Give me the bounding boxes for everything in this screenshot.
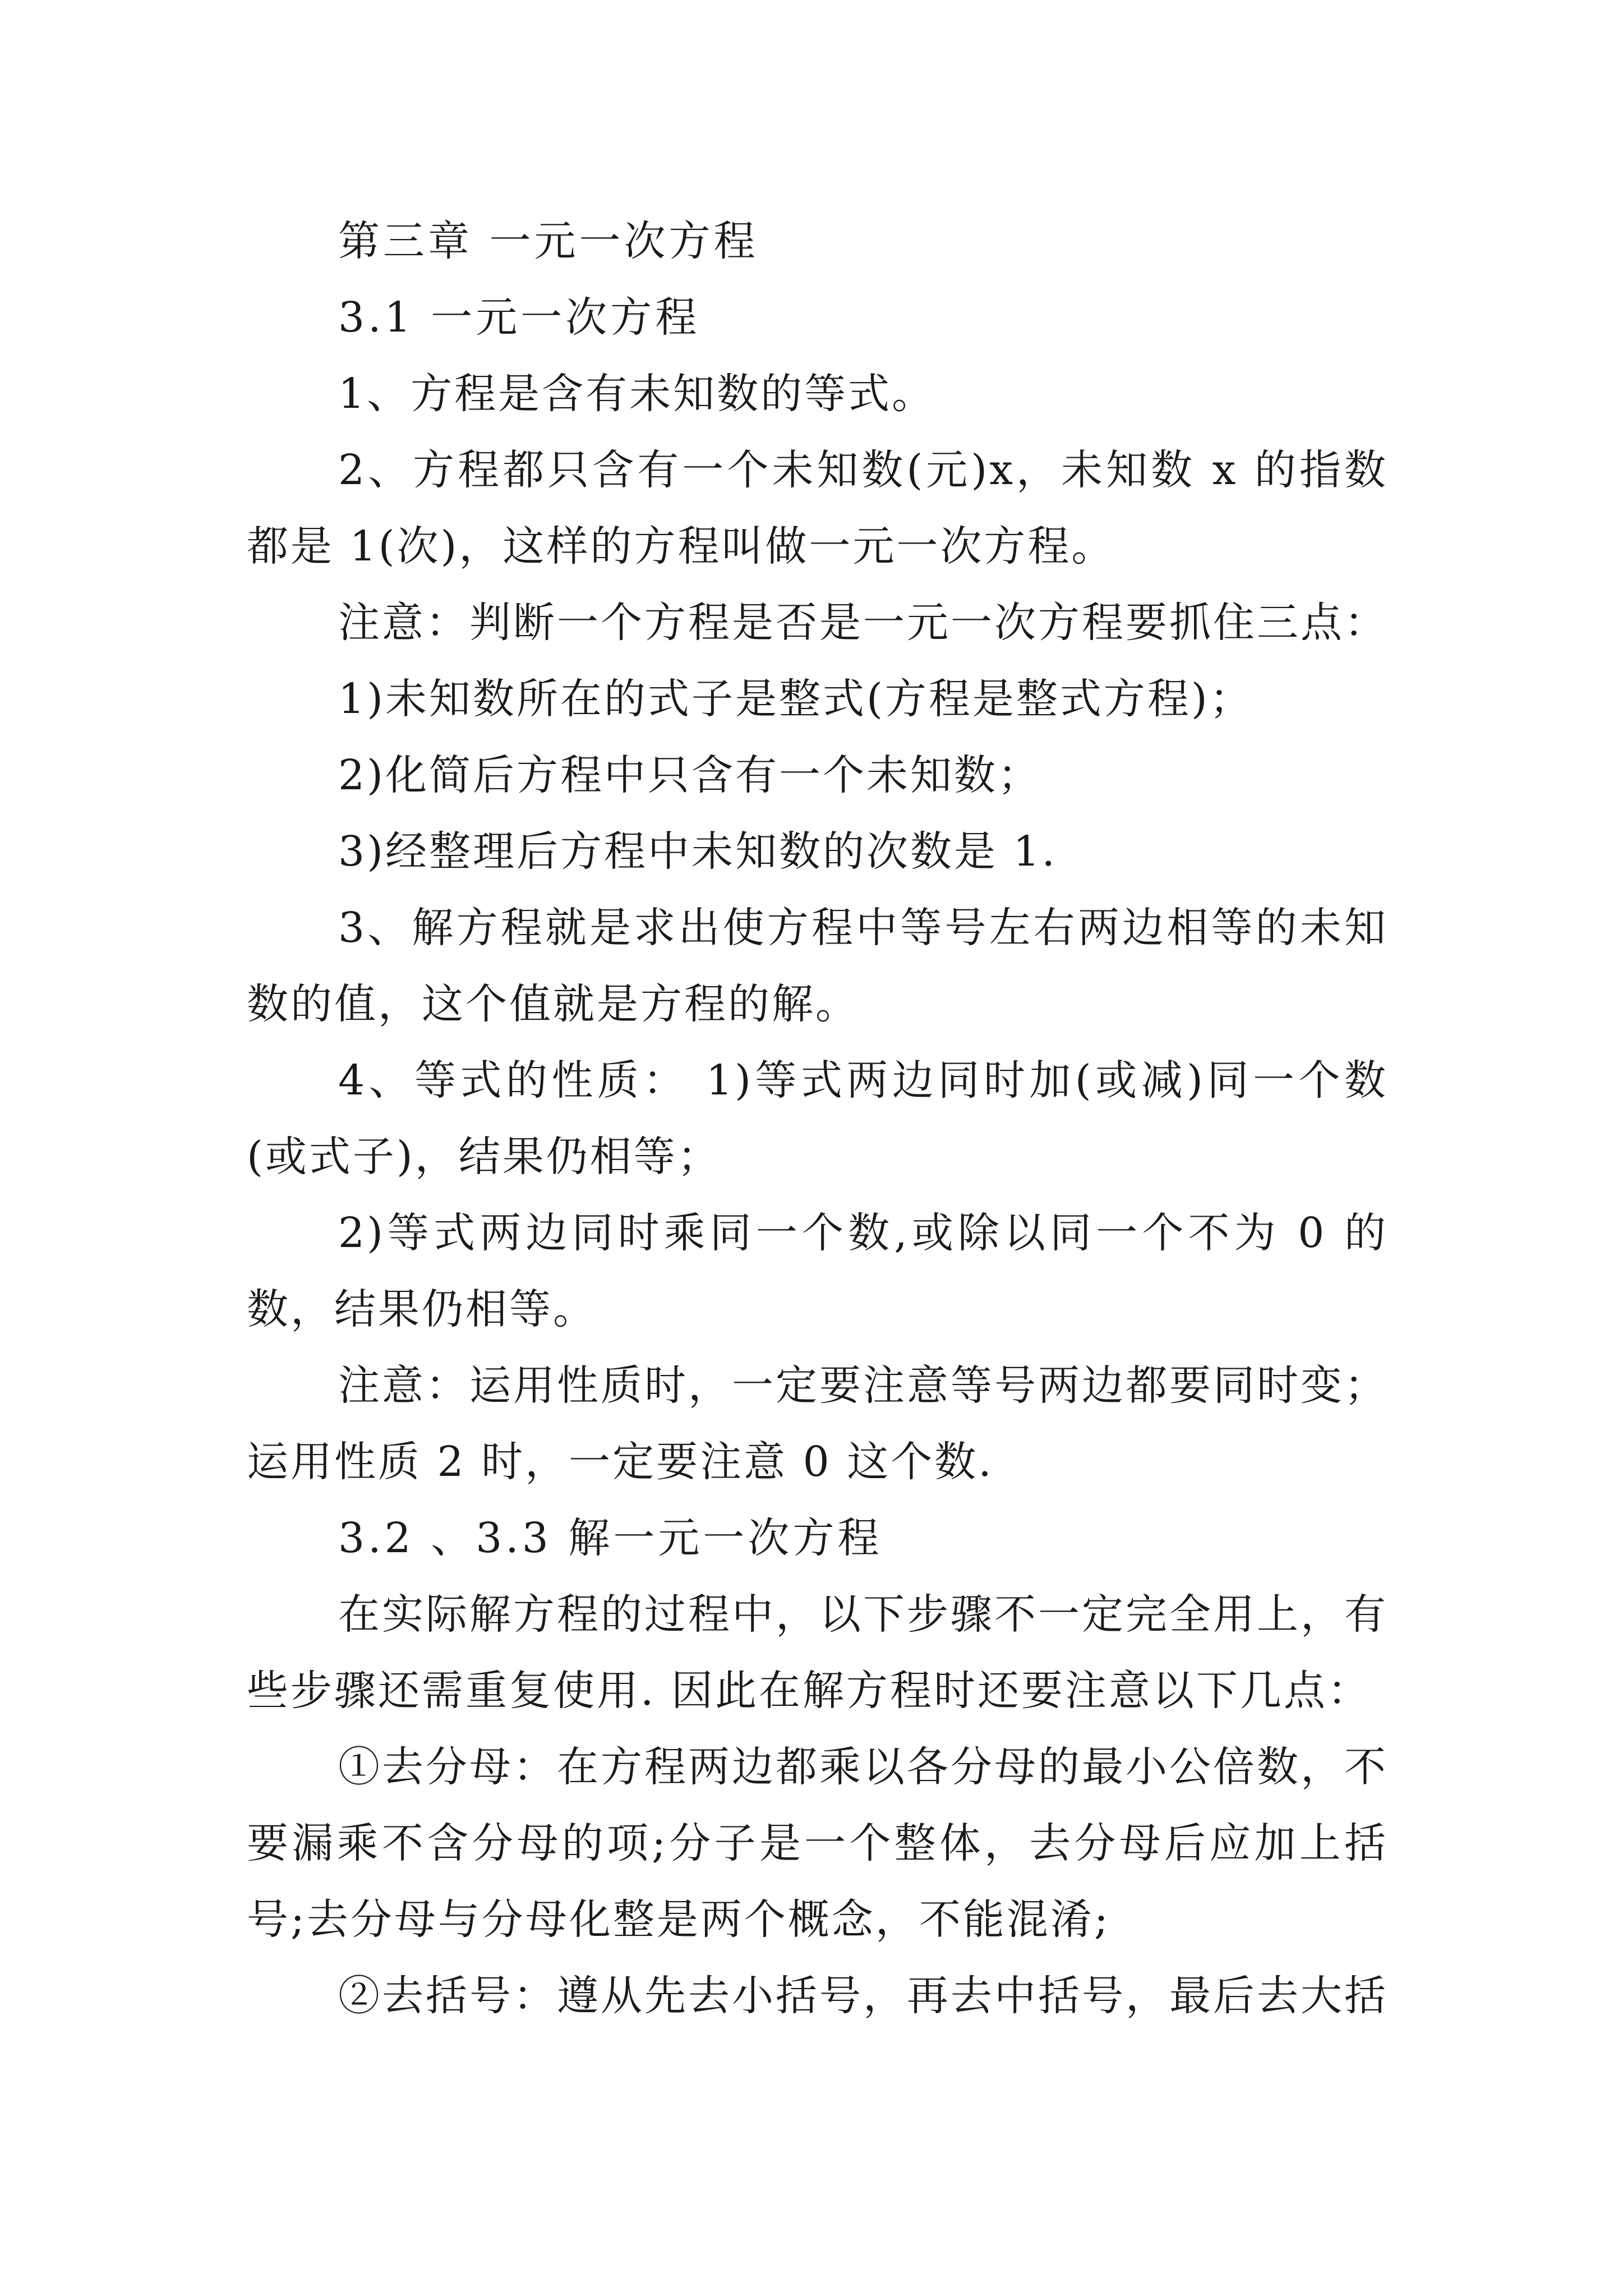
section-heading-3-2-3-3: 3.2 、3.3 解一元一次方程 (338, 1514, 883, 1562)
section-heading-3-1: 3.1 一元一次方程 (338, 293, 700, 342)
note-property-usage: 注意：运用性质时，一定要注意等号两边都要同时变；运用性质 2 时，一定要注意 0 这个数. (247, 1361, 1388, 1486)
step-remove-brackets: ②去括号：遵从先去小括号，再去中括号，最后去大括 (338, 1972, 1388, 2020)
paragraph-solution: 3、解方程就是求出使方程中等号左右两边相等的未知数的值，这个值就是方程的解。 (247, 904, 1388, 1028)
note-point-2: 2)化简后方程中只含有一个未知数； (338, 751, 1041, 799)
step-remove-denominator: ①去分母：在方程两边都乘以各分母的最小公倍数，不要漏乘不含分母的项;分子是一个整体，去分母后应加上括号;去分母与分母化整是两个概念，不能混淆; (247, 1743, 1388, 1944)
chapter-title: 第三章 一元一次方程 (338, 217, 759, 265)
document-body (247, 203, 1388, 2034)
paragraph-equality-property-1: 4、等式的性质： 1)等式两边同时加(或减)同一个数(或式子)，结果仍相等； (247, 1056, 1388, 1181)
note-point-1: 1)未知数所在的式子是整式(方程是整式方程)； (338, 675, 1253, 723)
paragraph-solving-notes: 在实际解方程的过程中，以下步骤不一定完全用上，有些步骤还需重复使用. 因此在解方程时还要注意以下几点： (247, 1590, 1388, 1715)
note-three-points: 注意：判断一个方程是否是一元一次方程要抓住三点： (338, 599, 1388, 647)
paragraph-definition-equation: 1、方程是含有未知数的等式。 (338, 370, 936, 418)
paragraph-definition-linear-equation: 2、方程都只含有一个未知数(元)x，未知数 x 的指数都是 1(次)，这样的方程叫做一元一次方程。 (247, 446, 1388, 570)
note-point-3: 3)经整理后方程中未知数的次数是 1. (338, 827, 1058, 876)
paragraph-equality-property-2: 2)等式两边同时乘同一个数,或除以同一个不为 0 的数，结果仍相等。 (247, 1209, 1388, 1333)
